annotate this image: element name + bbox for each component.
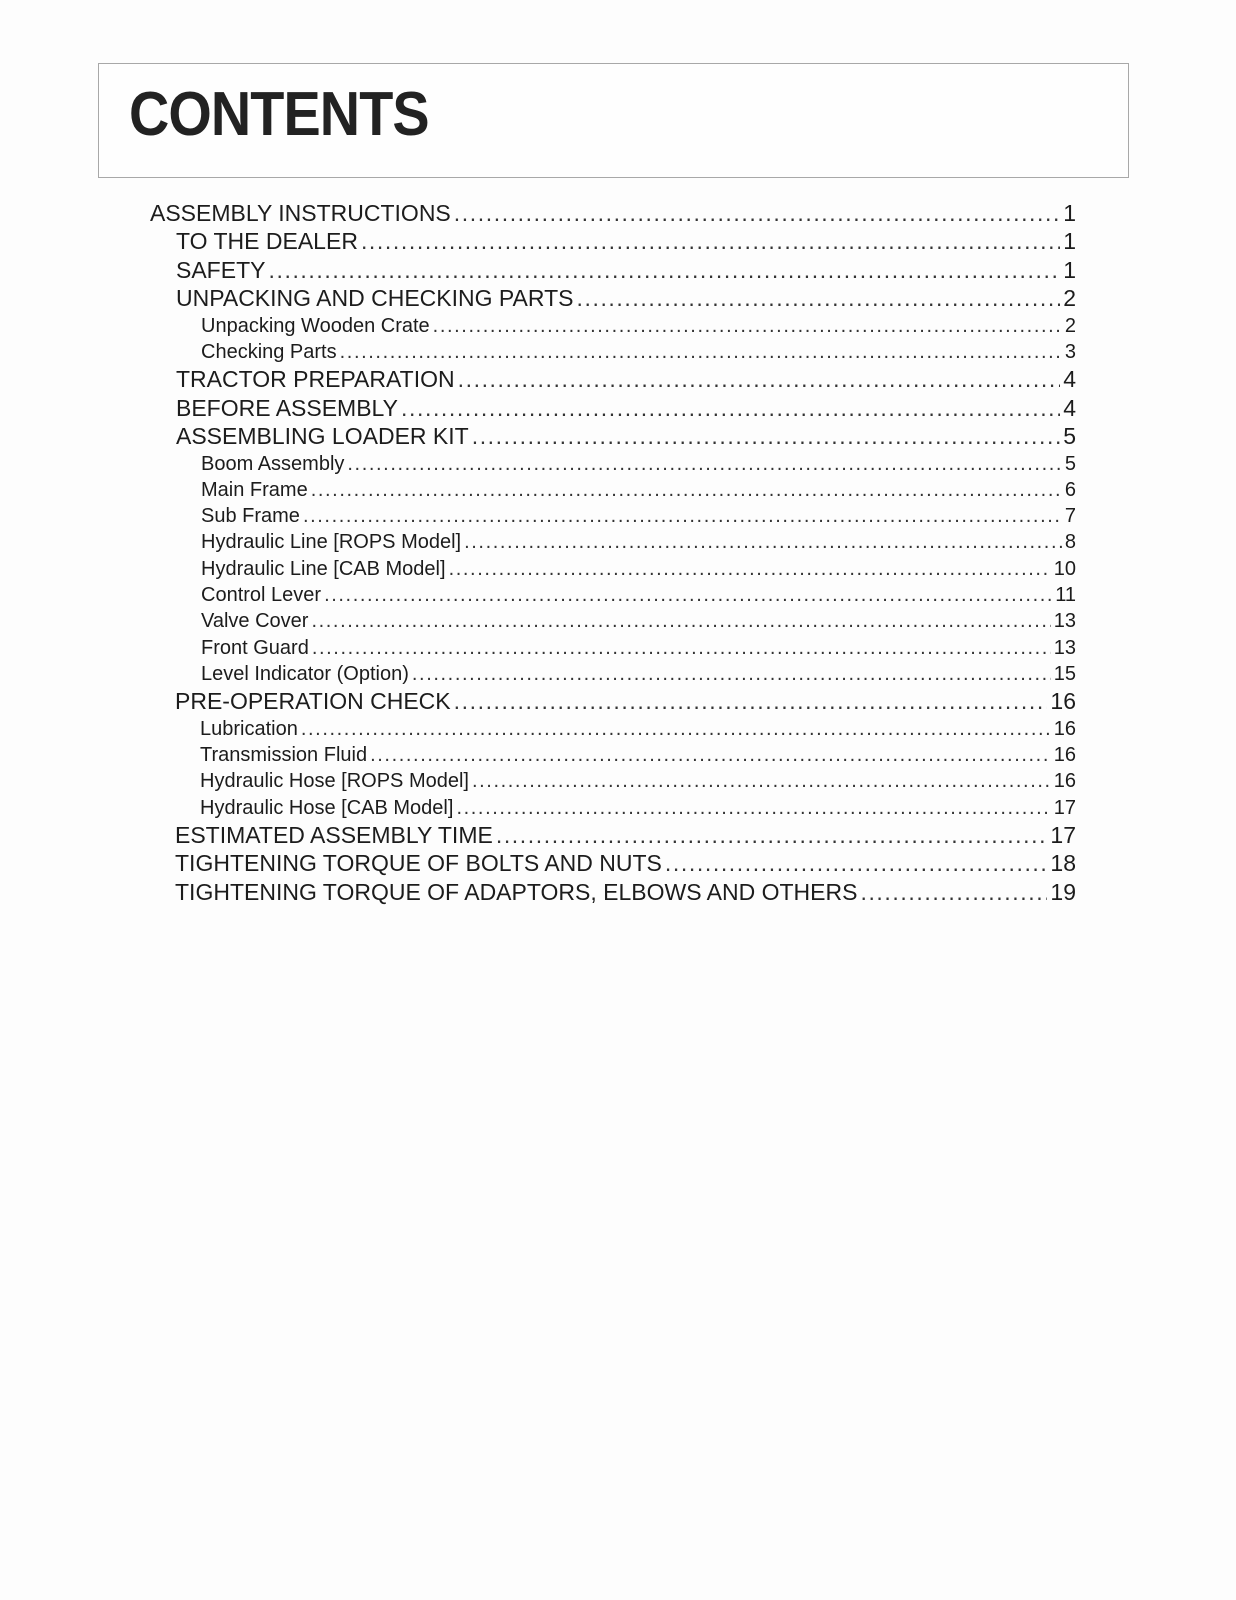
toc-entry-label: TRACTOR PREPARATION <box>176 366 455 393</box>
toc-entry-assembling-loader-kit[interactable] <box>150 422 1076 451</box>
toc-entry-page: 1 <box>1063 228 1076 254</box>
toc-entry-page: 6 <box>1064 478 1076 501</box>
toc-entry-label: ESTIMATED ASSEMBLY TIME <box>175 821 493 848</box>
toc-entry-page: 16 <box>1053 770 1076 793</box>
toc-entry-torque-bolts-nuts[interactable] <box>150 849 1076 878</box>
toc-entry-to-the-dealer[interactable] <box>150 227 1076 256</box>
toc-entry-label: ASSEMBLY INSTRUCTIONS <box>150 200 451 226</box>
dot-leader <box>370 742 1051 768</box>
toc-entry-page: 13 <box>1053 636 1076 659</box>
toc-entry-page: 7 <box>1064 505 1076 528</box>
toc-entry-page: 4 <box>1063 366 1076 393</box>
dot-leader <box>311 477 1062 503</box>
toc-entry-page: 16 <box>1053 717 1076 740</box>
toc-entry-estimated-assembly-time[interactable] <box>150 821 1076 850</box>
dot-leader <box>361 227 1060 255</box>
toc-entry-page: 13 <box>1053 610 1076 633</box>
toc-entry-label: Transmission Fluid <box>200 744 368 767</box>
toc-entry-page: 4 <box>1063 394 1076 421</box>
dot-leader <box>311 608 1050 634</box>
toc-entry-label: Hydraulic Line [CAB Model] <box>201 557 446 580</box>
toc-entry-control-lever[interactable] <box>150 582 1076 608</box>
toc-entry-label: Hydraulic Line [ROPS Model] <box>201 531 462 554</box>
dot-leader <box>665 849 1048 877</box>
dot-leader <box>340 339 1062 365</box>
dot-leader <box>458 365 1061 393</box>
toc-entry-label: Lubrication <box>200 717 298 740</box>
dot-leader <box>401 394 1060 422</box>
toc-entry-checking-parts[interactable] <box>150 339 1076 365</box>
toc-entry-page: 5 <box>1063 423 1076 450</box>
toc-entry-transmission-fluid[interactable] <box>150 742 1076 768</box>
toc-entry-page: 16 <box>1050 688 1076 715</box>
toc-entry-label: BEFORE ASSEMBLY <box>176 394 398 421</box>
page-title: CONTENTS <box>129 80 429 149</box>
dot-leader <box>324 582 1052 608</box>
toc-entry-page: 3 <box>1064 340 1076 363</box>
toc-entry-lubrication[interactable] <box>150 716 1076 742</box>
toc-entry-label: Front Guard <box>201 636 309 659</box>
toc-entry-page: 2 <box>1063 285 1076 311</box>
toc-entry-level-indicator[interactable] <box>150 661 1076 687</box>
dot-leader <box>268 256 1060 284</box>
toc-entry-hydraulic-hose-cab[interactable] <box>150 795 1076 821</box>
toc-entry-pre-operation-check[interactable] <box>150 687 1076 716</box>
toc-entry-tractor-preparation[interactable] <box>150 365 1076 394</box>
toc-entry-label: Boom Assembly <box>201 452 345 475</box>
toc-entry-label: ASSEMBLING LOADER KIT <box>176 423 469 450</box>
toc-entry-page: 18 <box>1050 850 1076 877</box>
dot-leader <box>576 284 1060 312</box>
toc-entry-label: Unpacking Wooden Crate <box>201 314 430 337</box>
toc-entry-safety[interactable] <box>150 256 1076 285</box>
toc-entry-valve-cover[interactable] <box>150 608 1076 634</box>
toc-entry-sub-frame[interactable] <box>150 503 1076 529</box>
dot-leader <box>472 422 1061 450</box>
dot-leader <box>454 199 1060 227</box>
dot-leader <box>347 451 1061 477</box>
toc-entry-page: 17 <box>1053 796 1076 819</box>
toc-entry-label: Control Lever <box>201 584 322 607</box>
contents-header-box <box>98 63 1129 178</box>
dot-leader <box>433 313 1062 339</box>
toc-entry-label: TIGHTENING TORQUE OF ADAPTORS, ELBOWS AND OTHERS <box>175 878 858 905</box>
dot-leader <box>412 661 1051 687</box>
toc-entry-page: 19 <box>1050 878 1076 905</box>
toc-entry-boom-assembly[interactable] <box>150 451 1076 477</box>
dot-leader <box>464 529 1062 555</box>
dot-leader <box>456 795 1050 821</box>
toc-entry-page: 10 <box>1053 557 1076 580</box>
toc-entry-front-guard[interactable] <box>150 635 1076 661</box>
toc-entry-label: Hydraulic Hose [ROPS Model] <box>200 770 469 793</box>
toc-entry-label: Level Indicator (Option) <box>201 662 409 685</box>
toc-entry-page: 1 <box>1063 256 1076 283</box>
toc-entry-unpacking-and-checking-parts[interactable] <box>150 284 1076 313</box>
toc-entry-main-frame[interactable] <box>150 477 1076 503</box>
toc-entry-page: 16 <box>1053 744 1076 767</box>
dot-leader <box>860 878 1047 906</box>
toc-entry-page: 11 <box>1055 584 1076 607</box>
dot-leader <box>301 716 1051 742</box>
toc-entry-torque-adaptors-elbows[interactable] <box>150 878 1076 907</box>
toc-entry-hydraulic-line-rops[interactable] <box>150 529 1076 555</box>
toc-entry-page: 1 <box>1063 200 1076 226</box>
toc-entry-label: TIGHTENING TORQUE OF BOLTS AND NUTS <box>175 850 662 877</box>
toc-entry-hydraulic-hose-rops[interactable] <box>150 768 1076 794</box>
toc-entry-before-assembly[interactable] <box>150 394 1076 423</box>
toc-entry-hydraulic-line-cab[interactable] <box>150 556 1076 582</box>
dot-leader <box>312 635 1051 661</box>
toc-entry-label: Checking Parts <box>201 340 337 363</box>
toc-entry-assembly-instructions[interactable] <box>150 199 1076 227</box>
dot-leader <box>303 503 1062 529</box>
toc-entry-unpacking-wooden-crate[interactable] <box>150 313 1076 339</box>
toc-entry-label: TO THE DEALER <box>176 228 358 254</box>
dot-leader <box>449 556 1051 582</box>
toc-entry-label: PRE-OPERATION CHECK <box>175 688 451 715</box>
toc-entry-label: Sub Frame <box>201 505 300 528</box>
toc-entry-label: SAFETY <box>176 256 266 283</box>
toc-entry-page: 5 <box>1064 452 1076 475</box>
toc-entry-page: 2 <box>1064 314 1076 337</box>
toc-entry-page: 17 <box>1050 821 1076 848</box>
dot-leader <box>454 687 1048 715</box>
table-of-contents <box>150 199 1076 906</box>
toc-entry-label: UNPACKING AND CHECKING PARTS <box>176 285 574 311</box>
dot-leader <box>472 768 1051 794</box>
toc-entry-page: 15 <box>1053 662 1076 685</box>
toc-entry-label: Hydraulic Hose [CAB Model] <box>200 796 454 819</box>
dot-leader <box>496 821 1048 849</box>
toc-entry-page: 8 <box>1064 531 1076 554</box>
toc-entry-label: Main Frame <box>201 478 308 501</box>
toc-entry-label: Valve Cover <box>201 610 309 633</box>
